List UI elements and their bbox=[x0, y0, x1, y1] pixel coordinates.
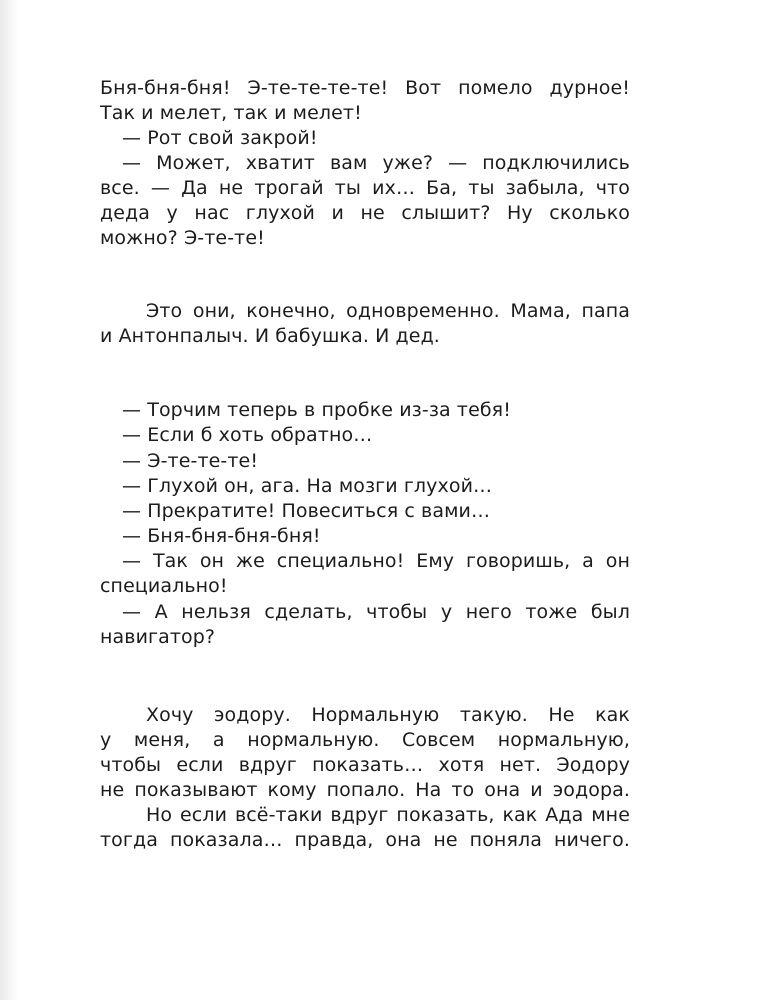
text-line: Так и мелет, так и мелет! bbox=[100, 102, 362, 124]
text-line: деда у нас глухой и не слышит? Ну сколько bbox=[100, 202, 630, 224]
paragraph-line: Но если всё-таки вдруг показать, как Ада мне bbox=[146, 804, 630, 826]
dialogue-line: — Прекратите! Повеситься с вами… bbox=[122, 500, 491, 522]
text-line: можно? Э-те-те! bbox=[100, 227, 265, 249]
paragraph-line: чтобы если вдруг показать… хотя нет. Эодору bbox=[100, 754, 630, 776]
text-line: навигатор? bbox=[100, 626, 216, 648]
paragraph-line: не показывают кому попало. На то она и эодора. bbox=[100, 779, 630, 801]
paragraph-line: у меня, а нормальную. Совсем нормальную, bbox=[100, 729, 630, 751]
paragraph-line: тогда показала… правда, она не поняла ничего. bbox=[100, 829, 630, 851]
paragraph-line: Это они, конечно, одновременно. Мама, папа bbox=[146, 300, 630, 322]
dialogue-line: — А нельзя сделать, чтобы у него тоже был bbox=[122, 601, 630, 623]
dialogue-line: — Глухой он, ага. На мозги глухой… bbox=[122, 475, 493, 497]
dialogue-line: — Если б хоть обратно… bbox=[122, 424, 373, 446]
dialogue-line: — Может, хватит вам уже? — подключились bbox=[122, 152, 630, 174]
text-line: Бня-бня-бня! Э-те-те-те-те! Вот помело дурное! bbox=[100, 77, 630, 99]
dialogue-line: — Бня-бня-бня-бня! bbox=[122, 525, 321, 547]
dialogue-line: — Э-те-те-те! bbox=[122, 450, 259, 472]
text-line: все. — Да не трогай ты их… Ба, ты забыла, что bbox=[100, 177, 630, 199]
paragraph-line: и Антонпалыч. И бабушка. И дед. bbox=[100, 325, 440, 347]
dialogue-line: — Так он же специально! Ему говоришь, а он bbox=[122, 550, 630, 572]
dialogue-line: — Рот свой закрой! bbox=[122, 127, 318, 149]
text-line: специально! bbox=[100, 575, 228, 597]
dialogue-line: — Торчим теперь в пробке из-за тебя! bbox=[122, 399, 511, 421]
paragraph-line: Хочу эодору. Нормальную такую. Не как bbox=[146, 704, 630, 726]
